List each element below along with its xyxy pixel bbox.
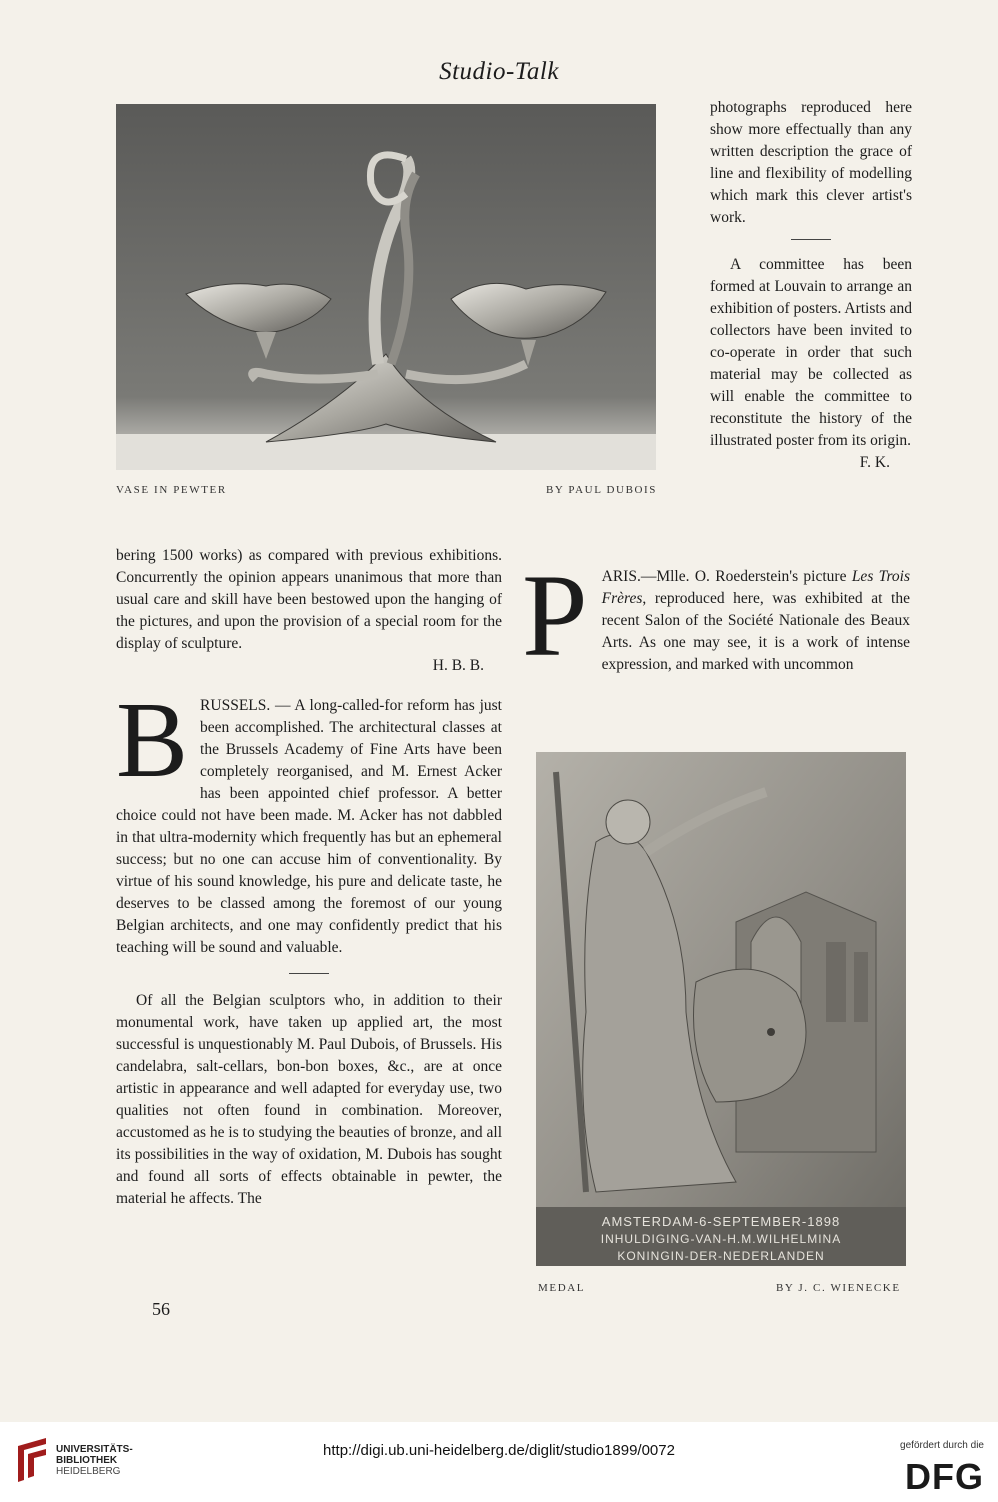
brussels-lead: RUSSELS. — [200, 697, 271, 714]
dubois-paragraph: Of all the Belgian sculptors who, in addition to their monumental work, have taken up applied art, the most successful is unquestionably M. Paul Dubois, of Brussels. His candelabra, salt-cellars, bon-bon boxes, &c., are at once artistic in appearance and well adapted for everyday use, two qualities not often found in combination. Moreover, accustomed as he is to studying the beauties of bronze, and all its possibilities in the way of oxidation, M. Dubois has sought and found all sorts of effects obtainable in pewter, the material he affects. The — [116, 992, 502, 1207]
section-rule — [289, 973, 329, 974]
vase-caption-credit: BY PAUL DUBOIS — [546, 484, 658, 496]
exhibition-signature: H. B. B. — [432, 657, 484, 674]
medal-inscription-1: AMSTERDAM-6-SEPTEMBER-1898 — [601, 1214, 841, 1229]
medal-caption-title: MEDAL — [538, 1282, 586, 1294]
digitization-footer — [0, 1422, 998, 1502]
louvain-signature: F. K. — [859, 454, 890, 471]
source-url-link[interactable]: http://digi.ub.uni-heidelberg.de/diglit/studio1899/0072 — [323, 1442, 675, 1459]
dfg-logo: DFG — [905, 1456, 984, 1497]
paris-text-2: , reproduced here, was exhibited at the recent Salon of the Société Nationale des Beaux Arts. As one may see, it is a work of intense expression, and marked with uncommon — [601, 590, 910, 673]
running-head: Studio-Talk — [439, 58, 559, 85]
medal-inscription-3: KONINGIN-DER-NEDERLANDEN — [617, 1249, 825, 1263]
medal-inscription-2: INHULDIGING-VAN-H.M.WILHELMINA — [600, 1232, 842, 1246]
medal-photograph — [536, 752, 906, 1266]
page-number: 56 — [152, 1299, 170, 1319]
brussels-dropcap: B — [116, 681, 189, 800]
louvain-paragraph — [710, 254, 912, 452]
artist-work-paragraph: photographs reproduced here show more effectually than any written description the grace of line and flexibility of modelling which mark this clever artist's work. — [710, 99, 912, 226]
brussels-text: — A long-called-for reform has just been accomplished. The architectural classes at the Brussels Academy of Fine Arts have been completely reorganised, and M. Ernest Acker has been appointed chief professor. A better choice could not have been made. M. Acker has not dabbled in that ultra-modernity which frequently has but an ephemeral success; but no one can accuse him of conventionality. By virtue of his sound knowledge, his pure and delicate taste, he deserves to be classed among the foremost of our young Belgian architects, and one may confidently predict that his teaching will be sound and valuable. — [116, 697, 502, 956]
vase-caption-title: VASE IN PEWTER — [116, 484, 227, 496]
library-line-3: HEIDELBERG — [56, 1466, 121, 1477]
library-line-2: BIBLIOTHEK — [56, 1455, 118, 1466]
paris-paragraph — [522, 550, 910, 681]
right-column-upper — [710, 97, 912, 474]
brussels-paragraph — [116, 681, 502, 959]
painting-title: Les Trois Frères — [601, 568, 910, 607]
louvain-signature-line — [710, 452, 912, 474]
paris-paragraph-block — [522, 550, 910, 681]
vase-photograph — [116, 104, 656, 470]
exhibition-paragraph: bering 1500 works) as compared with previous exhibitions. Concurrently the opinion appears unanimous that more than usual care and skill have been bestowed upon the hanging of the pictures, and upon the provision of a special room for the display of sculpture. — [116, 547, 502, 652]
medal-caption-credit: BY J. C. WIENECKE — [776, 1282, 901, 1294]
vase-illustration — [116, 104, 656, 470]
funding-label: gefördert durch die — [900, 1440, 984, 1451]
medal-illustration — [536, 752, 906, 1266]
section-rule — [791, 239, 831, 240]
exhibition-signature-line — [116, 655, 502, 677]
library-line-1: UNIVERSITÄTS- — [56, 1444, 133, 1455]
paris-dropcap: P — [522, 550, 588, 681]
louvain-text: A committee has been formed at Louvain to arrange an exhibition of posters. Artists and collectors have been invited to co-operate in order that such material may be collected as will enable the committee to reconstitute the history of the illustrated poster from its origin. — [710, 256, 912, 449]
left-column — [116, 545, 502, 1210]
paris-lead: ARIS. — [601, 568, 641, 585]
paris-text-1: —Mlle. O. Roederstein's picture — [640, 568, 852, 585]
